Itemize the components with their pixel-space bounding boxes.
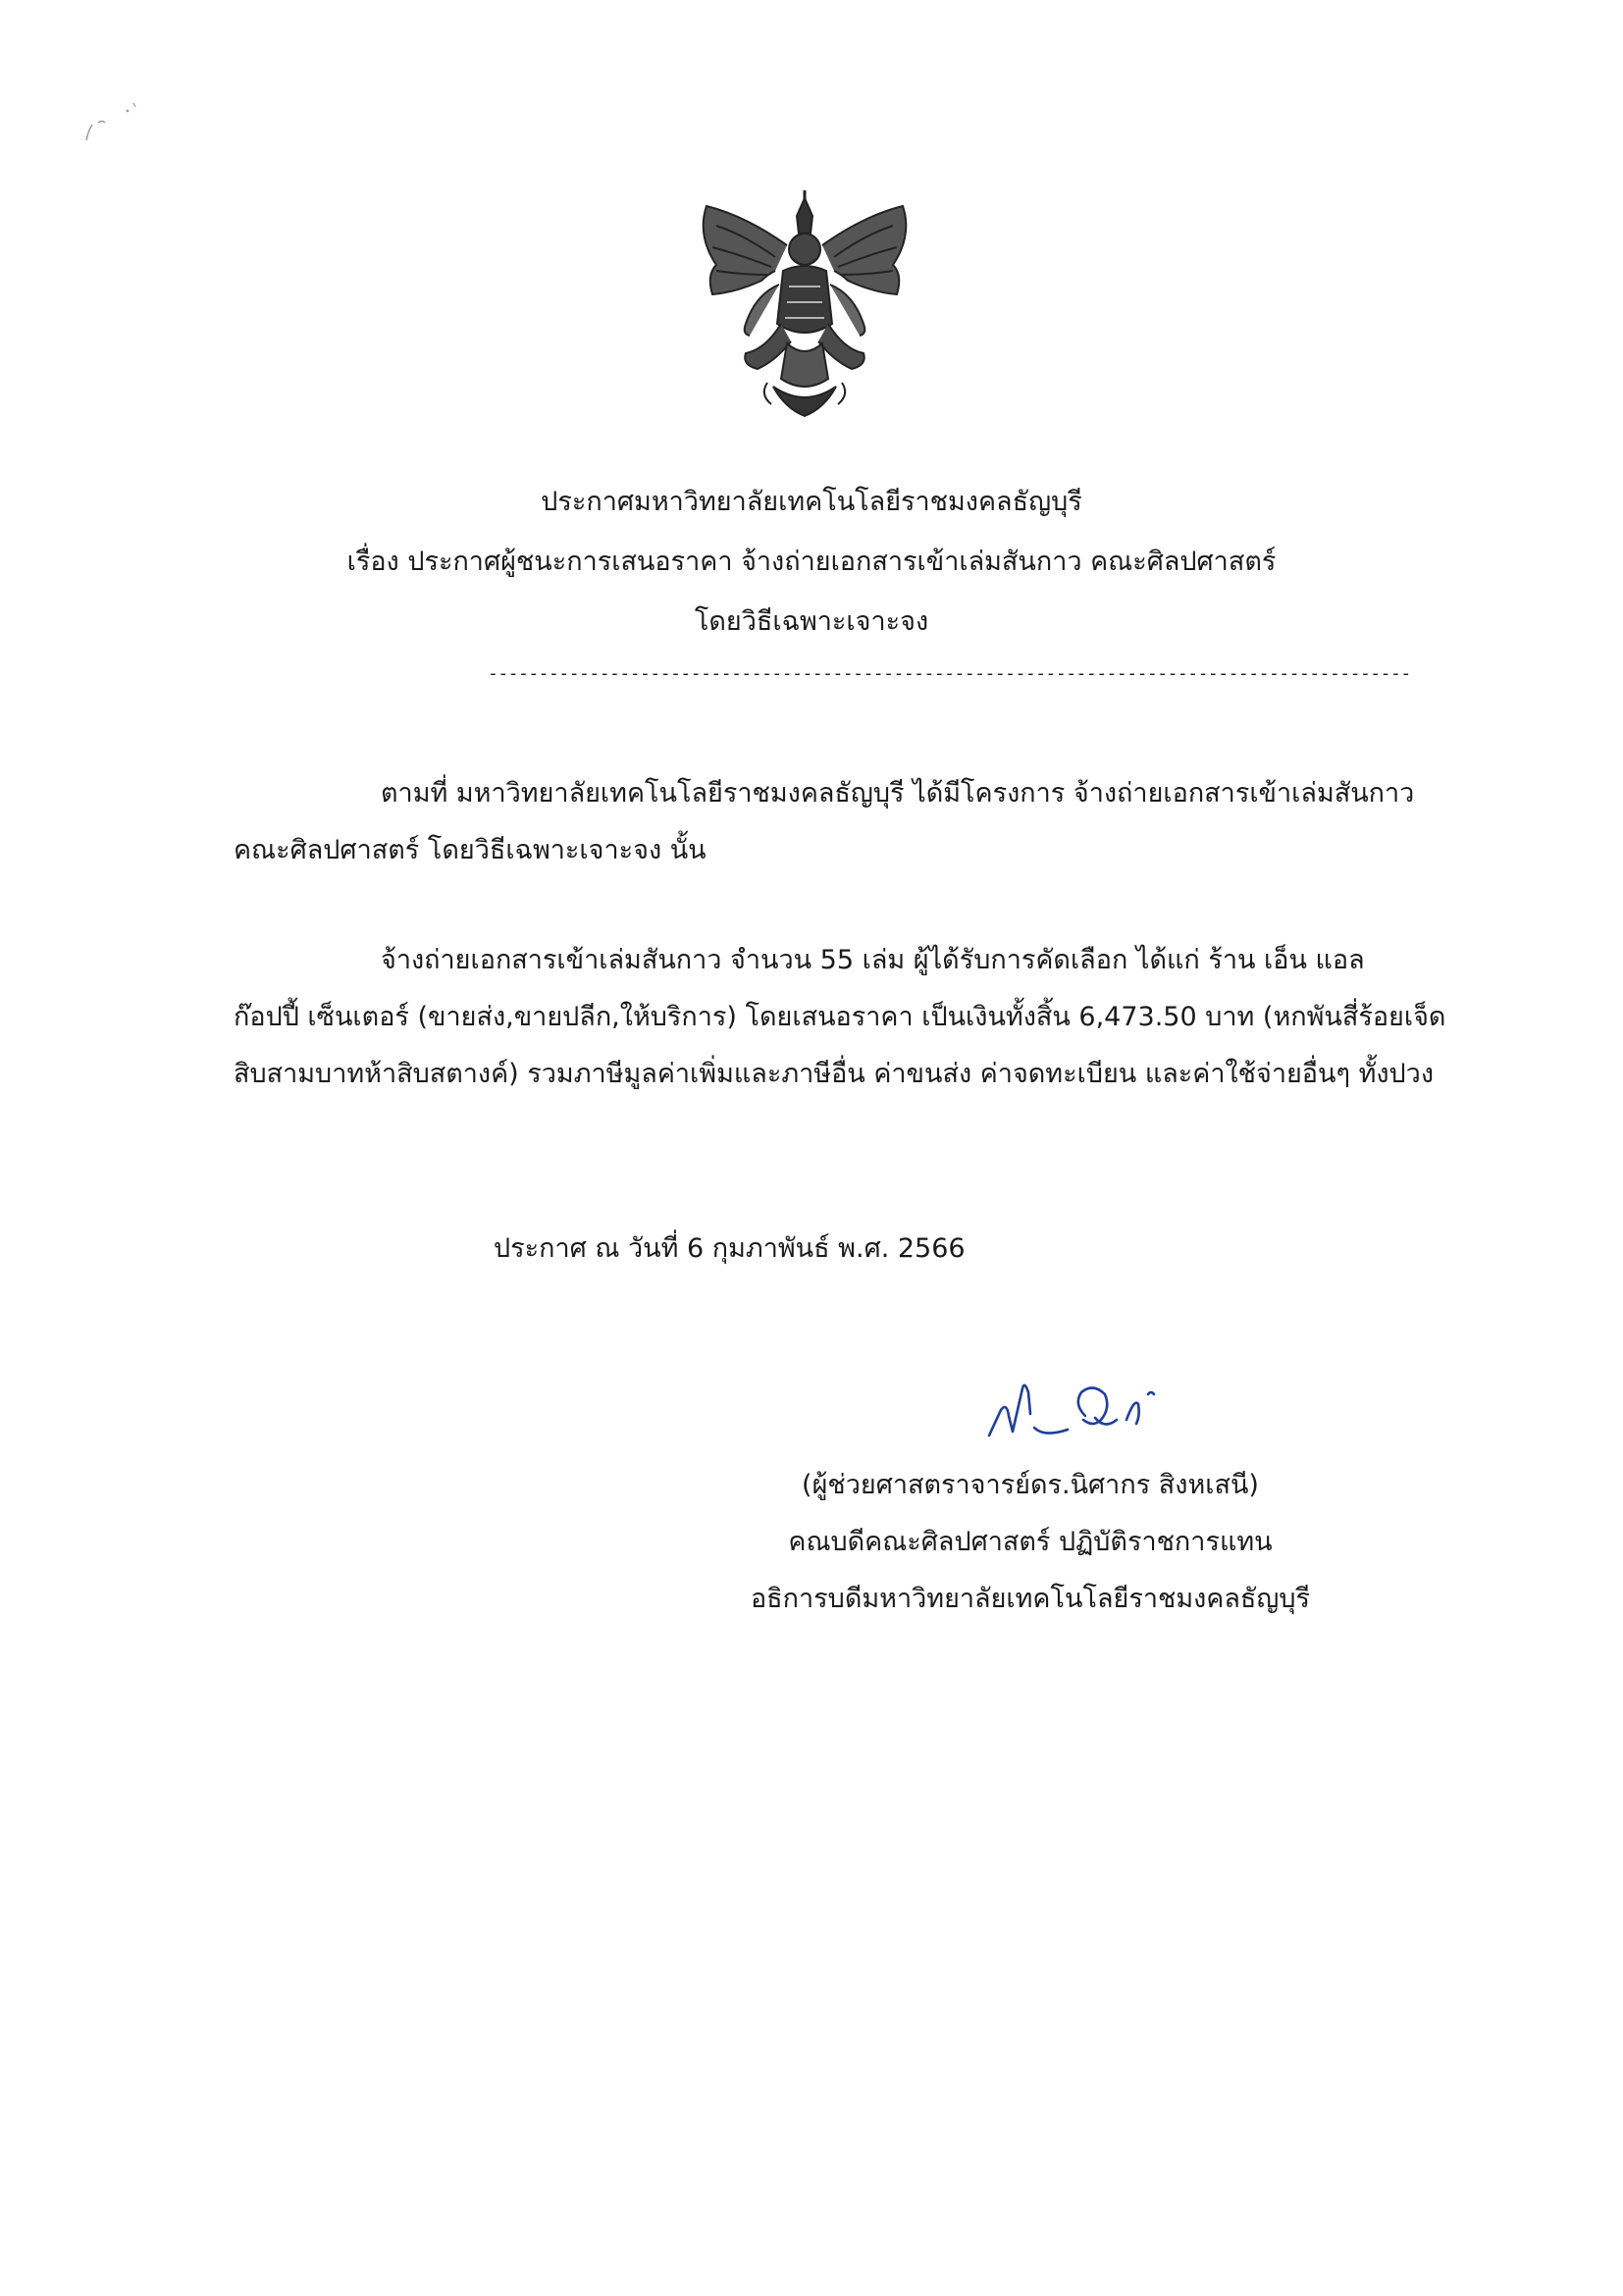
garuda-emblem-icon (677, 177, 932, 432)
paragraph-line: ตามที่ มหาวิทยาลัยเทคโนโลยีราชมงคลธัญบุรี ได้มีโครงการ จ้างถ่ายเอกสารเข้าเล่มสันกาว (381, 778, 1415, 809)
paragraph-line: สิบสามบาทห้าสิบสตางค์) รวมภาษีมูลค่าเพิ่มและภาษีอื่น ค่าขนส่ง ค่าจดทะเบียน และค่าใช้จ่ายอื่นๆ ทั้งปวง (234, 1059, 1435, 1089)
signatory-name: (ผู้ช่วยศาสตราจารย์ดร.นิศากร สิงหเสนี) (802, 1470, 1259, 1500)
handwritten-signature (979, 1359, 1205, 1447)
paragraph-line: จ้างถ่ายเอกสารเข้าเล่มสันกาว จำนวน 55 เล่ม ผู้ได้รับการคัดเลือก ได้แก่ ร้าน เอ็น แอล (381, 945, 1365, 975)
announcement-subject: เรื่อง ประกาศผู้ชนะการเสนอราคา จ้างถ่ายเอกสารเข้าเล่มสันกาว คณะศิลปศาสตร์ (346, 547, 1277, 577)
announcement-date: ประกาศ ณ วันที่ 6 กุมภาพันธ์ พ.ศ. 2566 (494, 1233, 966, 1264)
stray-marks (79, 93, 167, 152)
signature-block (687, 1457, 1374, 1628)
paragraph-line: คณะศิลปศาสตร์ โดยวิธีเฉพาะเจาะจง นั้น (234, 835, 707, 865)
announcement-method: โดยวิธีเฉพาะเจาะจง (694, 606, 929, 637)
signatory-authority: อธิการบดีมหาวิทยาลัยเทคโนโลยีราชมงคลธัญบุรี (750, 1584, 1311, 1614)
signatory-position: คณบดีคณะศิลปศาสตร์ ปฏิบัติราชการแทน (788, 1527, 1273, 1557)
paragraph-winner (234, 932, 1446, 1103)
paragraph-project (234, 765, 1433, 879)
header-divider: ------------------------------------------------------------------------------------------- (488, 663, 1411, 684)
announcement-title: ประกาศมหาวิทยาลัยเทคโนโลยีราชมงคลธัญบุรี (541, 487, 1082, 517)
paragraph-line: ก๊อปปี้ เซ็นเตอร์ (ขายส่ง,ขายปลีก,ให้บริการ) โดยเสนอราคา เป็นเงินทั้งสิ้น 6,473.50 บาท (หกพันสี่ร้อยเจ็ด (234, 1002, 1446, 1032)
